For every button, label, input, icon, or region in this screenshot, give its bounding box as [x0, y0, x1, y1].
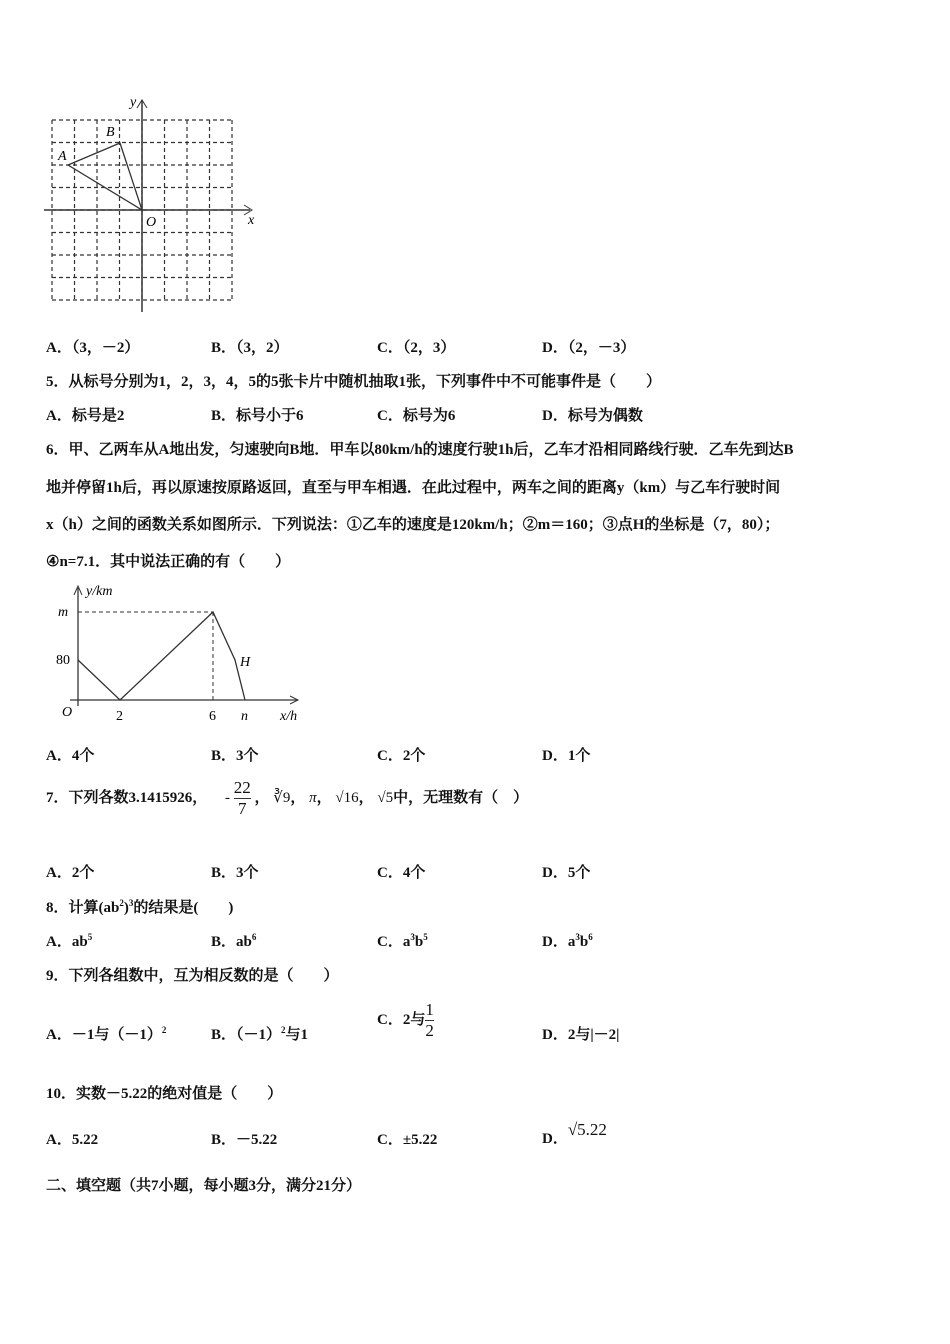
pi: π	[309, 789, 317, 806]
q8-stem	[46, 896, 233, 917]
q7-option-d[interactable]: D．5个	[542, 865, 591, 881]
x-axis-label: x/h	[280, 709, 298, 724]
t: )	[123, 900, 129, 916]
sep: ，	[358, 789, 374, 806]
t: A．－1与（－1）	[46, 1027, 162, 1043]
t: C．a	[377, 934, 411, 950]
q9-stem: 9．下列各组数中，互为相反数的是（ ）	[46, 968, 339, 984]
q7-suffix: 中，无理数有（ ）	[393, 789, 529, 806]
q10-option-a[interactable]: A．5.22	[46, 1132, 99, 1148]
t: B．ab	[211, 934, 252, 950]
denominator: 2	[425, 1021, 434, 1040]
graph-line	[78, 612, 245, 700]
q9-option-b[interactable]	[211, 1023, 308, 1044]
label-m: m	[58, 605, 69, 620]
q10-stem: 10．实数－5.22的绝对值是（ ）	[46, 1086, 283, 1102]
q5-option-a[interactable]: A．标号是2	[46, 408, 125, 424]
sep: ，	[254, 789, 270, 806]
sqrt-5: √5	[377, 789, 394, 806]
label-o: O	[146, 215, 157, 230]
label-80: 80	[56, 653, 70, 668]
q4-option-d[interactable]: D．（2，－3）	[542, 340, 636, 356]
label-y: y	[130, 95, 137, 110]
fraction-1-2	[425, 1000, 434, 1041]
q8-option-b[interactable]	[211, 930, 256, 951]
q5-option-d[interactable]: D．标号为偶数	[542, 408, 643, 424]
t: 的结果是( )	[133, 900, 234, 916]
q7-prefix: 7．下列各数3.1415926，	[46, 789, 208, 806]
y-axis-label: y/km	[86, 584, 113, 599]
q6-stem-line-2: 地并停留1h后，再以原速按原路返回，直至与甲车相遇．在此过程中，两车之间的距离y（km）与乙车行驶时间	[46, 480, 781, 496]
q6-stem-line-4: ④n=7.1．其中说法正确的有（ ）	[46, 554, 291, 570]
q10-option-c[interactable]: C．±5.22	[377, 1132, 438, 1148]
sup: 2	[281, 1025, 286, 1035]
fraction-22-7	[234, 778, 251, 819]
q10-option-b[interactable]: B．－5.22	[211, 1132, 278, 1148]
q5-stem: 5．从标号分别为1，2，3，4，5的5张卡片中随机抽取1张，下列事件中不可能事件是（ ）	[46, 374, 662, 390]
numerator: 22	[233, 778, 251, 797]
sup: 5	[423, 932, 428, 942]
t: 8．计算(ab	[46, 900, 120, 916]
sup: 6	[588, 932, 593, 942]
t: D．	[542, 1131, 568, 1147]
t: D．a	[542, 934, 576, 950]
q4-option-a[interactable]: A．（3，－2）	[46, 340, 140, 356]
q7-option-a[interactable]: A．2个	[46, 865, 95, 881]
q6-stem-line-3: x（h）之间的函数关系如图所示．下列说法：①乙车的速度是120km/h；②m＝160；③点H的坐标是（7，80）；	[46, 517, 780, 533]
sup: 3	[410, 932, 415, 942]
t: 与1	[285, 1027, 309, 1043]
t: C．2与	[377, 1011, 426, 1028]
sup: 3	[575, 932, 580, 942]
label-n: n	[241, 709, 248, 724]
label-x: x	[248, 213, 255, 228]
q6-option-c[interactable]: C．2个	[377, 748, 426, 764]
q10-option-d[interactable]	[542, 1120, 607, 1148]
q9-option-c[interactable]	[377, 1000, 434, 1041]
q9-option-a[interactable]	[46, 1023, 166, 1044]
sup: 5	[87, 932, 93, 942]
t: A．ab	[46, 934, 88, 950]
label-2: 2	[116, 709, 123, 724]
denominator: 7	[238, 799, 247, 818]
label-6: 6	[209, 709, 216, 724]
section-2-heading: 二、填空题（共7小题，每小题3分，满分21分）	[46, 1178, 362, 1194]
sup: 2	[119, 898, 124, 908]
neg-sign: -	[225, 789, 231, 806]
q7-stem	[46, 778, 528, 819]
q5-option-b[interactable]: B．标号小于6	[211, 408, 304, 424]
q8-option-d[interactable]	[542, 930, 593, 951]
q8-option-a[interactable]	[46, 930, 92, 951]
label-h: H	[240, 655, 251, 670]
q6-option-a[interactable]: A．4个	[46, 748, 95, 764]
q8-option-c[interactable]	[377, 930, 428, 951]
label-a: A	[58, 149, 67, 164]
coordinate-grid-figure	[40, 90, 270, 320]
triangle-aob	[68, 143, 142, 210]
distance-time-graph	[40, 578, 310, 728]
q5-option-c[interactable]: C．标号为6	[377, 408, 456, 424]
sup: 3	[128, 898, 134, 908]
label-b: B	[106, 125, 115, 140]
q7-option-c[interactable]: C．4个	[377, 865, 426, 881]
q6-option-b[interactable]: B．3个	[211, 748, 259, 764]
q4-option-c[interactable]: C．（2，3）	[377, 340, 456, 356]
q6-stem-line-1: 6．甲、乙两车从A地出发，匀速驶向B地．甲车以80km/h的速度行驶1h后，乙车才沿相同路线行驶．乙车先到达B	[46, 442, 794, 458]
t: b	[579, 934, 589, 950]
t: b	[414, 934, 424, 950]
q7-option-b[interactable]: B．3个	[211, 865, 259, 881]
sup: 6	[251, 932, 257, 942]
numerator: 1	[425, 1000, 434, 1019]
q4-option-b[interactable]: B．（3，2）	[211, 340, 289, 356]
sqrt-16: √16	[335, 789, 359, 806]
q9-option-d[interactable]: D．2与|－2|	[542, 1027, 620, 1043]
label-o: O	[62, 705, 73, 720]
sup: 2	[161, 1025, 167, 1035]
cube-root-9: ∛9	[273, 789, 291, 806]
t: B．（－1）	[211, 1027, 282, 1043]
q6-option-d[interactable]: D．1个	[542, 748, 591, 764]
sqrt-5-22: √5.22	[567, 1120, 607, 1139]
sep: ，	[316, 789, 332, 806]
sep: ，	[290, 789, 306, 806]
